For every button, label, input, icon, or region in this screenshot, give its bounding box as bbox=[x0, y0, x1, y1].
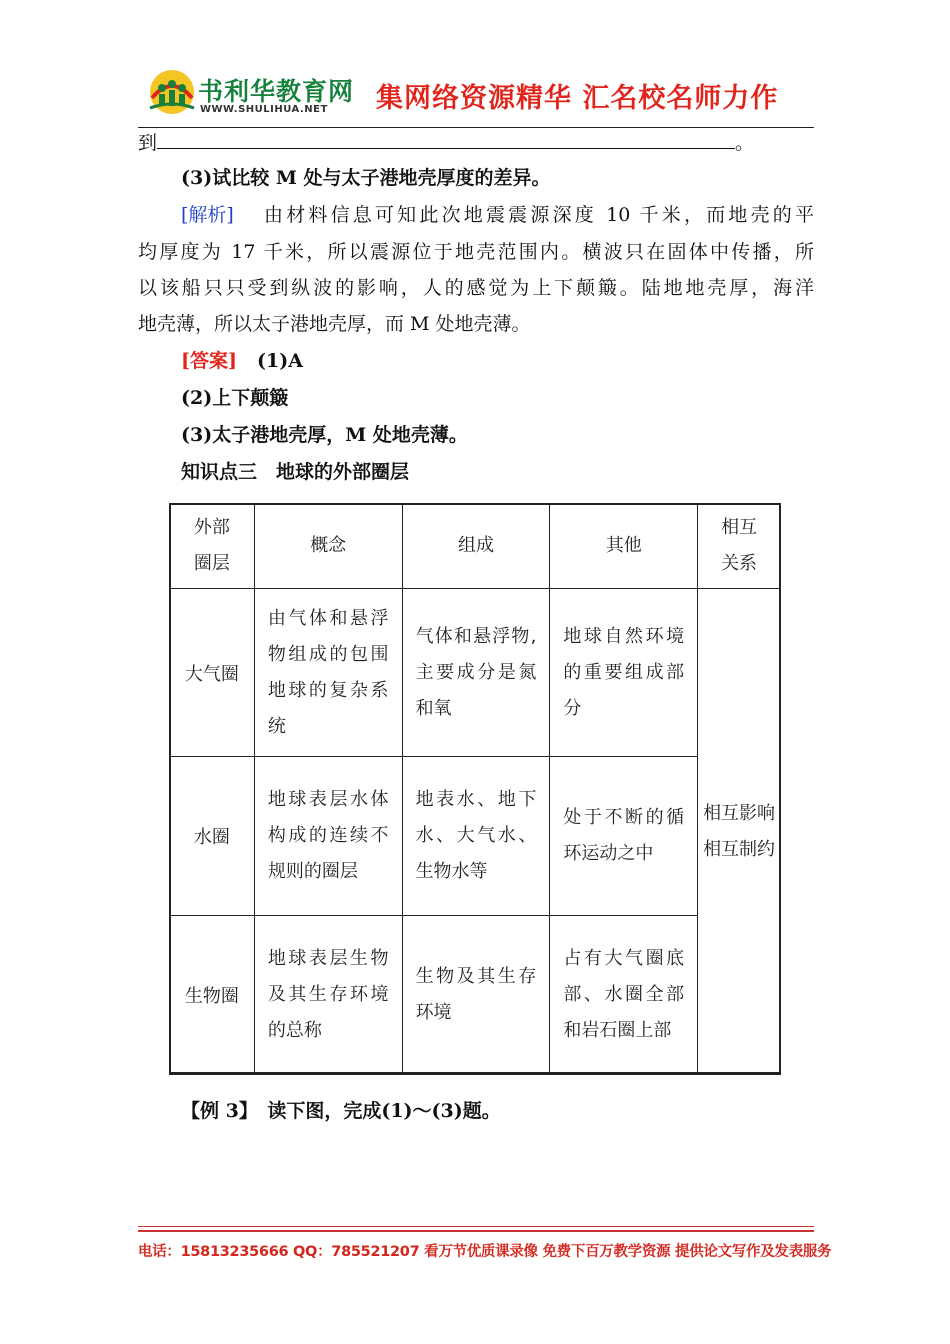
analysis-tag: [解析] bbox=[181, 204, 234, 226]
sphere-other: 占有大气圈底部、水圈全部和岩石圈上部 bbox=[550, 916, 698, 1075]
answer-1: (1)A bbox=[257, 350, 303, 372]
footer-divider bbox=[138, 1226, 814, 1227]
analysis-line-3: 以该船只只受到纵波的影响，人的感觉为上下颠簸。陆地地壳厚，海洋 bbox=[138, 277, 814, 299]
section-title: 知识点三 地球的外部圈层 bbox=[181, 461, 410, 483]
answer-2: (2)上下颠簸 bbox=[181, 387, 289, 409]
fill-prefix: 到 bbox=[138, 132, 158, 154]
header-other: 其他 bbox=[550, 504, 698, 589]
logo-icon bbox=[146, 68, 198, 116]
header-divider bbox=[138, 127, 814, 128]
analysis-line-1: 由材料信息可知此次地震震源深度 10 千米，而地壳的平 bbox=[264, 204, 814, 226]
analysis-line-4: 地壳薄，所以太子港地壳厚，而 M 处地壳薄。 bbox=[138, 313, 531, 335]
answer-line-1 bbox=[181, 349, 303, 373]
header-sphere: 外部 圈层 bbox=[170, 504, 255, 589]
sphere-concept: 地球表层水体构成的连续不规则的圈层 bbox=[254, 757, 402, 916]
header-composition: 组成 bbox=[402, 504, 550, 589]
sphere-concept: 地球表层生物及其生存环境的总称 bbox=[254, 916, 402, 1075]
table-row bbox=[170, 589, 781, 757]
sphere-composition: 地表水、地下水、大气水、生物水等 bbox=[402, 757, 550, 916]
sphere-relation: 相互影响 相互制约 bbox=[698, 589, 781, 1075]
fill-suffix: 。 bbox=[735, 132, 755, 154]
table-header-row bbox=[170, 504, 781, 589]
sphere-name: 生物圈 bbox=[170, 916, 255, 1075]
sphere-other: 处于不断的循环运动之中 bbox=[550, 757, 698, 916]
analysis-line-2: 均厚度为 17 千米，所以震源位于地壳范围内。横波只在固体中传播，所 bbox=[138, 241, 814, 263]
footer-divider-thick bbox=[138, 1230, 814, 1232]
brand-url: WWW.SHULIHUA.NET bbox=[200, 104, 328, 115]
footer-contact: 电话：15813235666 QQ：785521207 看万节优质课录像 免费下百万教学资源 提供论文写作及发表服务 bbox=[138, 1244, 832, 1260]
outer-spheres-table bbox=[169, 503, 781, 1075]
table-row bbox=[170, 757, 781, 916]
sphere-name: 水圈 bbox=[170, 757, 255, 916]
answer-blank bbox=[157, 130, 735, 149]
header-slogan: 集网络资源精华 汇名校名师力作 bbox=[376, 83, 779, 114]
sphere-composition: 生物及其生存环境 bbox=[402, 916, 550, 1075]
brand-name: 书利华教育网 bbox=[198, 77, 355, 106]
sphere-other: 地球自然环境的重要组成部分 bbox=[550, 589, 698, 757]
sphere-name: 大气圈 bbox=[170, 589, 255, 757]
sphere-composition: 气体和悬浮物,主要成分是氮和氧 bbox=[402, 589, 550, 757]
fill-in-line bbox=[138, 130, 754, 155]
table-row bbox=[170, 916, 781, 1075]
answer-3: (3)太子港地壳厚，M 处地壳薄。 bbox=[181, 424, 468, 446]
sphere-concept: 由气体和悬浮物组成的包围地球的复杂系统 bbox=[254, 589, 402, 757]
question-3: (3)试比较 M 处与太子港地壳厚度的差异。 bbox=[181, 167, 551, 189]
answer-tag: [答案] bbox=[181, 350, 237, 372]
header-concept: 概念 bbox=[254, 504, 402, 589]
analysis-first-line bbox=[181, 203, 234, 227]
site-header bbox=[138, 66, 818, 126]
header-relation: 相互 关系 bbox=[698, 504, 781, 589]
example-3: 【例 3】 读下图，完成(1)～(3)题。 bbox=[181, 1100, 501, 1122]
